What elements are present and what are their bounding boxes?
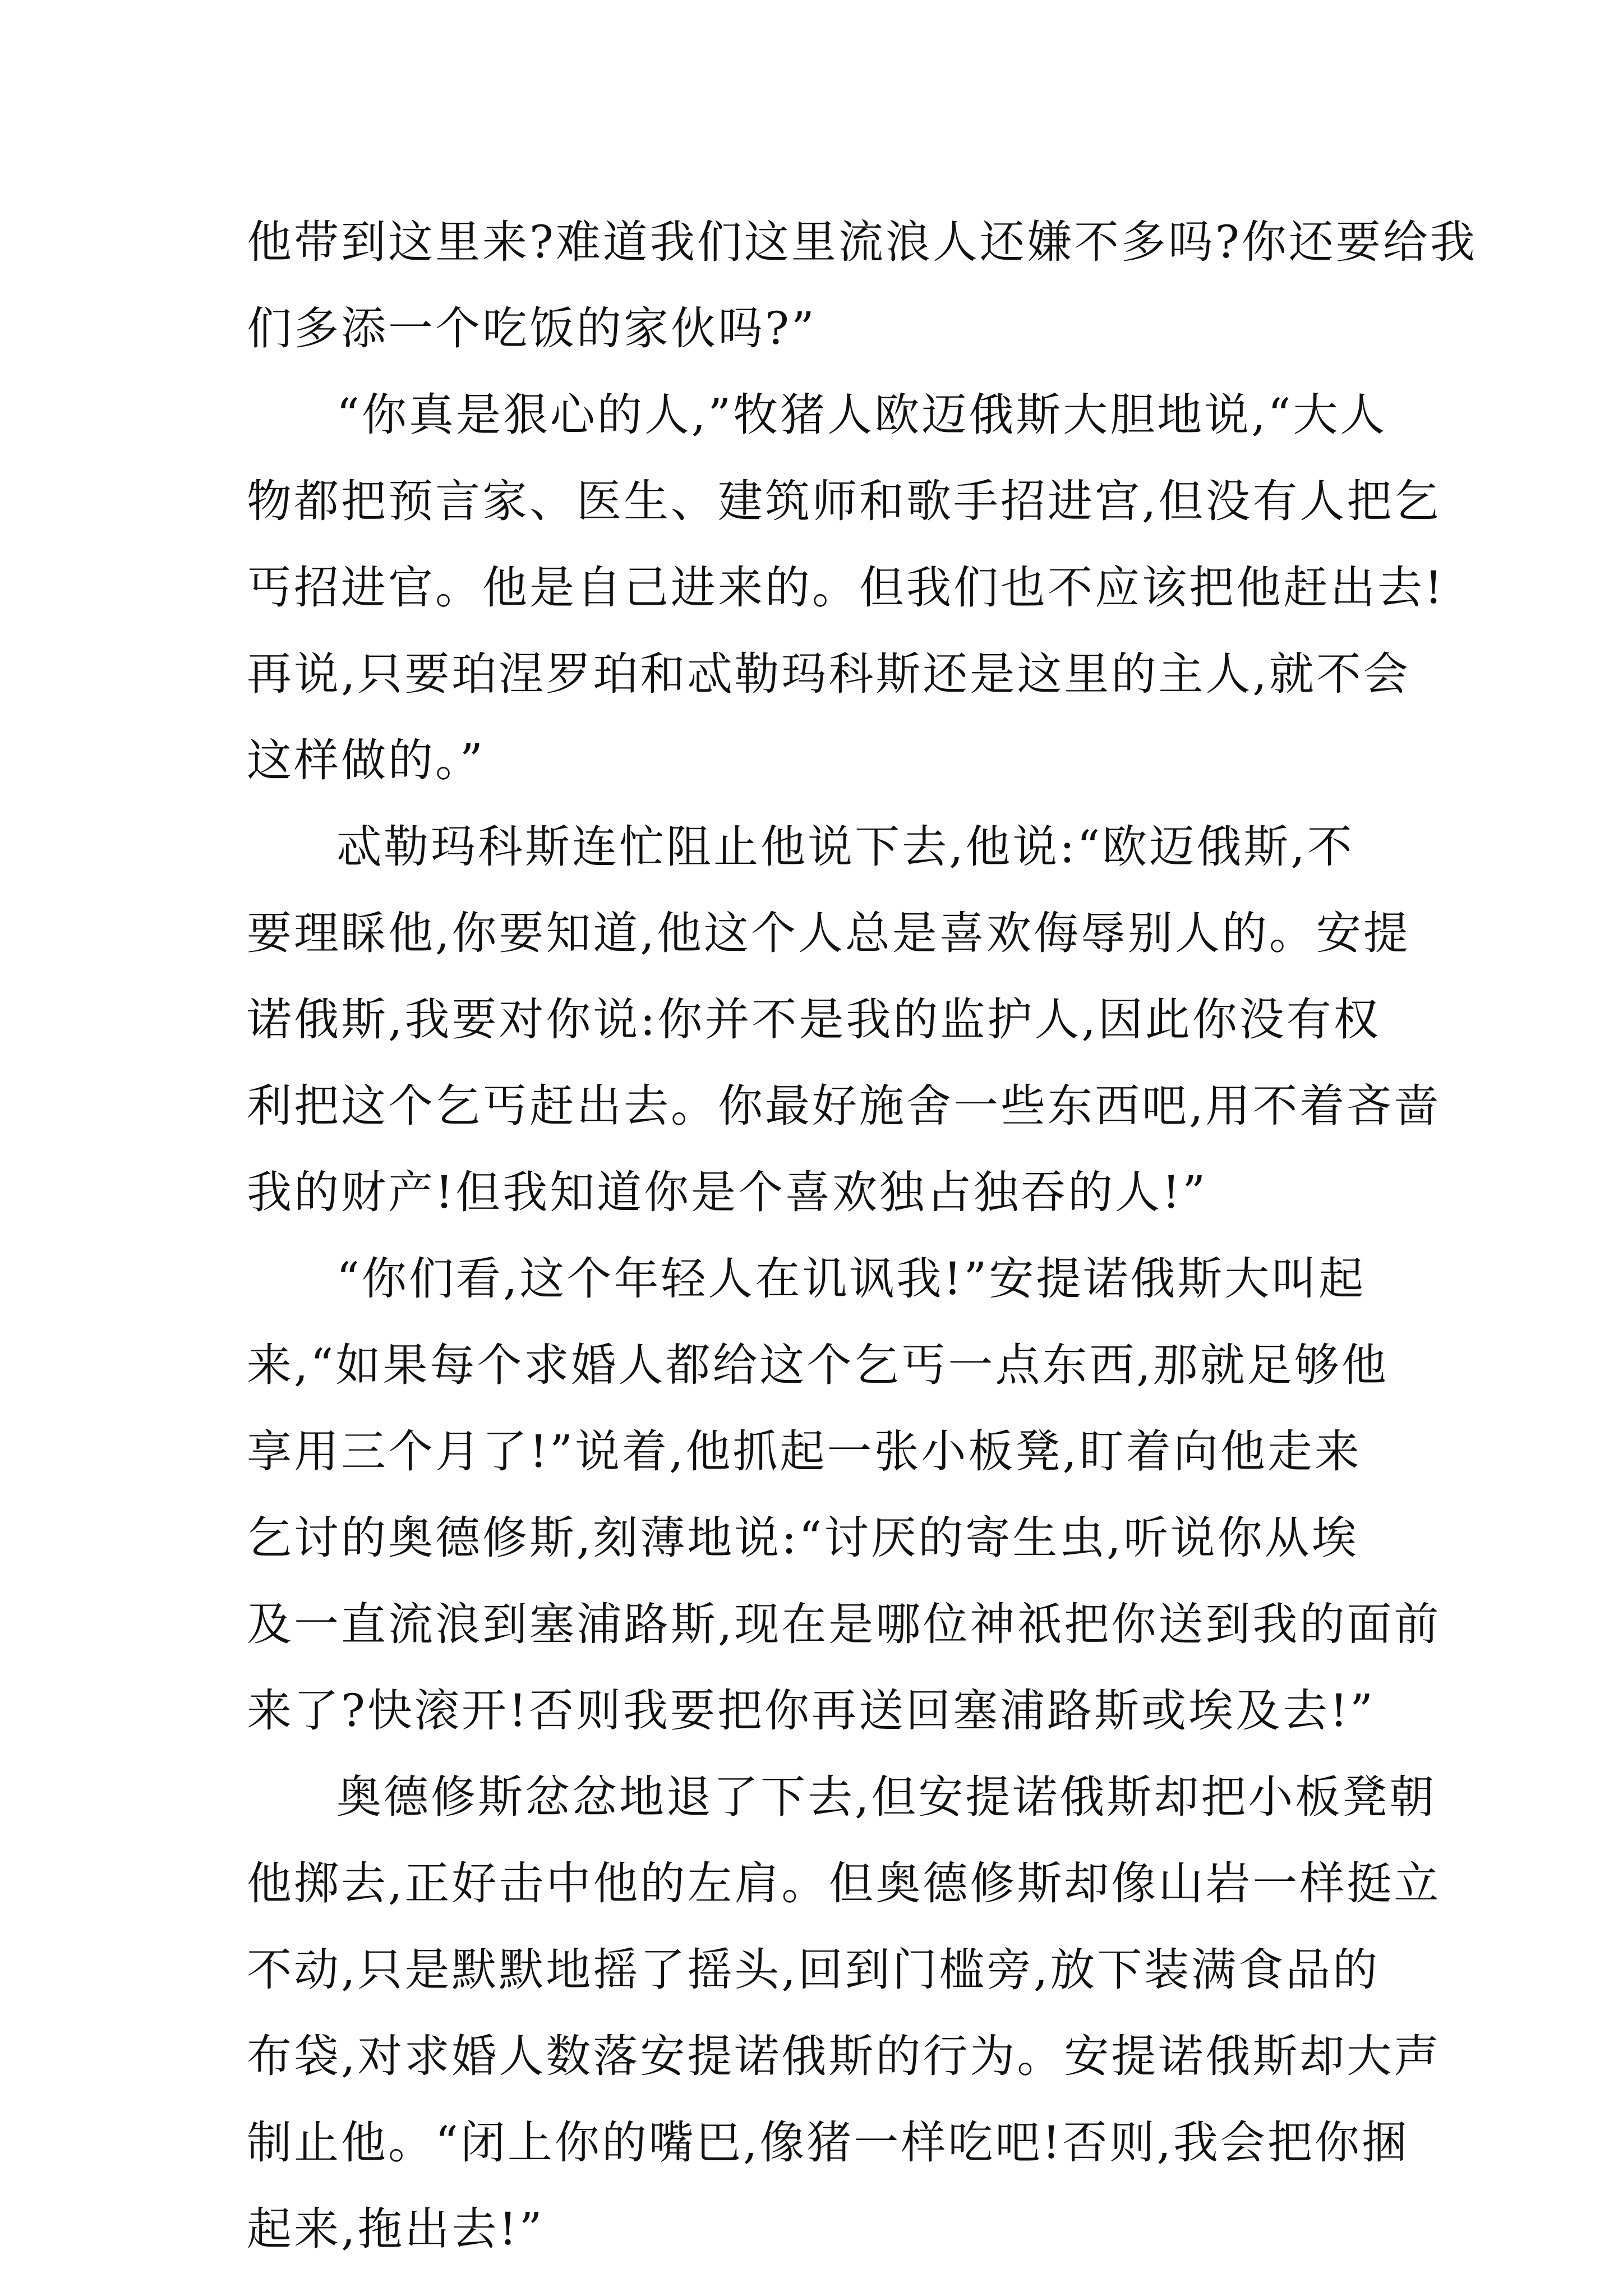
text-line: 来,“如果每个求婚人都给这个乞丐一点东西,那就足够他 <box>247 1339 1389 1391</box>
text-line: 享用三个月了!”说着,他抓起一张小板凳,盯着向他走来 <box>247 1425 1362 1478</box>
text-line: 诺俄斯,我要对你说:你并不是我的监护人,因此你没有权 <box>247 993 1381 1046</box>
text-line: 物都把预言家、医生、建筑师和歌手招进宫,但没有人把乞 <box>247 475 1441 527</box>
text-line: 忒勒玛科斯连忙阻止他说下去,他说:“欧迈俄斯,不 <box>336 821 1354 873</box>
paragraph-1 <box>247 199 1477 372</box>
paragraph-5 <box>247 1754 1441 2272</box>
text-line: 制止他。“闭上你的嘴巴,像猪一样吃吧!否则,我会把你捆 <box>247 2116 1409 2169</box>
paragraph-2 <box>247 372 1445 804</box>
text-line: 乞讨的奥德修斯,刻薄地说:“讨厌的寄生虫,听说你从埃 <box>247 1512 1359 1564</box>
text-line: 来了?快滚开!否则我要把你再送回塞浦路斯或埃及去!” <box>247 1685 1376 1737</box>
document-page <box>247 199 1477 2272</box>
text-line: 再说,只要珀涅罗珀和忒勒玛科斯还是这里的主人,就不会 <box>247 648 1410 700</box>
text-line: 要理睬他,你要知道,他这个人总是喜欢侮辱别人的。安提 <box>247 907 1410 959</box>
text-line: “你们看,这个年轻人在讥讽我!”安提诺俄斯大叫起 <box>336 1253 1366 1305</box>
text-line: 这样做的。” <box>247 734 485 786</box>
text-line: 他掷去,正好击中他的左肩。但奥德修斯却像山岩一样挺立 <box>247 1857 1441 1910</box>
text-line: 他带到这里来?难道我们这里流浪人还嫌不多吗?你还要给我 <box>247 216 1477 268</box>
text-line: 奥德修斯忿忿地退了下去,但安提诺俄斯却把小板凳朝 <box>336 1771 1437 1823</box>
text-line: 利把这个乞丐赶出去。你最好施舍一些东西吧,用不着吝啬 <box>247 1080 1441 1132</box>
text-line: “你真是狠心的人,”牧猪人欧迈俄斯大胆地说,“大人 <box>336 389 1387 441</box>
text-line: 我的财产!但我知道你是个喜欢独占独吞的人!” <box>247 1166 1208 1218</box>
text-line: 不动,只是默默地摇了摇头,回到门槛旁,放下装满食品的 <box>247 1944 1380 1996</box>
text-line: 布袋,对求婚人数落安提诺俄斯的行为。安提诺俄斯却大声 <box>247 2030 1441 2082</box>
paragraph-3 <box>247 804 1441 1236</box>
text-line: 及一直流浪到塞浦路斯,现在是哪位神祇把你送到我的面前 <box>247 1598 1441 1650</box>
text-line: 丐招进官。他是自己进来的。但我们也不应该把他赶出去! <box>247 562 1445 614</box>
text-line: 起来,拖出去!” <box>247 2203 545 2255</box>
paragraph-4 <box>247 1236 1441 1754</box>
text-line: 们多添一个吃饭的家伙吗?” <box>247 302 817 355</box>
